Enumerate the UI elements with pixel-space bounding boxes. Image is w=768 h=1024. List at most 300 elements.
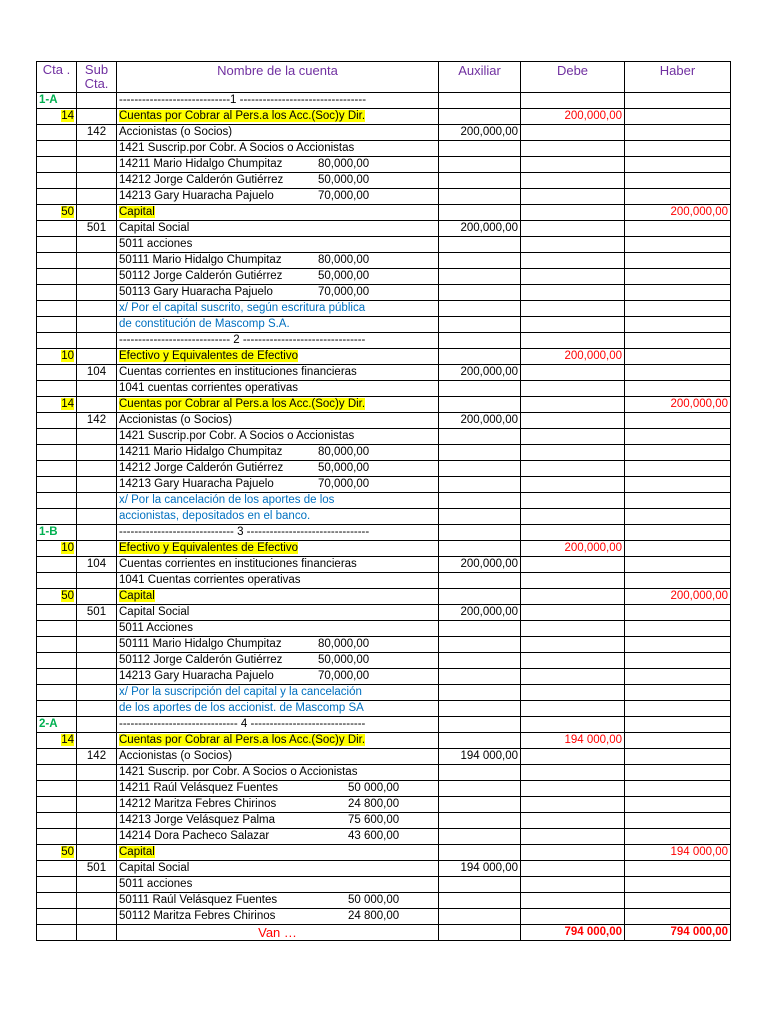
haber-amount: [625, 93, 731, 109]
debe-amount: [521, 813, 625, 829]
account-code: [37, 333, 77, 349]
account-code: [37, 813, 77, 829]
detail-amount: 24 800,00: [348, 910, 400, 922]
account-code: [37, 749, 77, 765]
account-name: [117, 237, 439, 253]
auxiliar-amount: [439, 381, 521, 397]
account-code: [37, 541, 77, 557]
ledger-row: [37, 333, 731, 349]
haber-amount: [625, 189, 731, 205]
haber-amount: [625, 685, 731, 701]
header-nombre: Nombre de la cuenta: [117, 62, 439, 93]
debe-amount: [521, 381, 625, 397]
haber-amount: [625, 605, 731, 621]
sub-account-code: [77, 477, 117, 493]
ledger-row: [37, 141, 731, 157]
account-name: [117, 477, 439, 493]
ledger-row: [37, 381, 731, 397]
account-code: [37, 861, 77, 877]
account-name-text: 1041 Cuentas corrientes operativas: [119, 574, 301, 586]
ledger-row: [37, 285, 731, 301]
debe-amount: [521, 365, 625, 381]
auxiliar-amount: [439, 669, 521, 685]
sub-account-code: [77, 893, 117, 909]
sub-account-code: [77, 685, 117, 701]
haber-amount: 200,000,00: [625, 205, 731, 221]
haber-amount: [625, 637, 731, 653]
account-code: [37, 125, 77, 141]
account-name-text: 50112 Maritza Febres Chirinos: [119, 910, 276, 922]
sub-account-code: [77, 141, 117, 157]
ledger-row: [37, 909, 731, 925]
account-name-text: 5011 acciones: [119, 878, 193, 890]
sub-account-code: [77, 525, 117, 541]
account-code: [37, 701, 77, 717]
ledger-row: [37, 525, 731, 541]
account-code: [37, 653, 77, 669]
footer-empty-sub: [77, 925, 117, 941]
account-name-text: 14213 Gary Huaracha Pajuelo: [119, 670, 274, 682]
account-code: [37, 381, 77, 397]
auxiliar-amount: 200,000,00: [439, 605, 521, 621]
auxiliar-amount: [439, 733, 521, 749]
auxiliar-amount: [439, 781, 521, 797]
debe-amount: [521, 829, 625, 845]
auxiliar-amount: [439, 285, 521, 301]
ledger-row: [37, 317, 731, 333]
detail-amount: 80,000,00: [318, 254, 370, 266]
account-name-text: x/ Por la suscripción del capital y la cancelación: [119, 686, 362, 698]
haber-amount: [625, 285, 731, 301]
debe-amount: [521, 429, 625, 445]
ledger-row: [37, 429, 731, 445]
ledger-row: [37, 893, 731, 909]
ledger-row: [37, 173, 731, 189]
detail-amount: 80,000,00: [318, 446, 370, 458]
account-name: [117, 189, 439, 205]
haber-amount: [625, 237, 731, 253]
account-name-text: Accionistas (o Socios): [119, 126, 233, 138]
debe-amount: [521, 749, 625, 765]
account-code: [37, 557, 77, 573]
sub-account-code: [77, 781, 117, 797]
ledger-row: [37, 877, 731, 893]
account-name-text: 14211 Mario Hidalgo Chumpitaz: [119, 446, 283, 458]
header-cta: Cta .: [37, 62, 77, 93]
sub-account-code: [77, 205, 117, 221]
account-name-text: 50113 Gary Huaracha Pajuelo: [119, 286, 273, 298]
account-name-text: 1041 cuentas corrientes operativas: [119, 382, 298, 394]
account-code: [37, 349, 77, 365]
account-code: [37, 461, 77, 477]
haber-amount: [625, 509, 731, 525]
auxiliar-amount: [439, 653, 521, 669]
haber-amount: [625, 765, 731, 781]
account-code: [37, 141, 77, 157]
account-name-text: Cuentas por Cobrar al Pers.a los Acc.(Soc)y Dir.: [119, 110, 366, 122]
auxiliar-amount: [439, 237, 521, 253]
haber-amount: [625, 781, 731, 797]
ledger-row: [37, 557, 731, 573]
sub-account-code: [77, 813, 117, 829]
account-code: [37, 573, 77, 589]
account-name: [117, 861, 439, 877]
sub-account-code: [77, 429, 117, 445]
haber-amount: [625, 221, 731, 237]
ledger-row: [37, 797, 731, 813]
account-name: [117, 157, 439, 173]
debe-amount: [521, 573, 625, 589]
auxiliar-amount: 200,000,00: [439, 557, 521, 573]
debe-amount: 194 000,00: [521, 733, 625, 749]
account-name: [117, 461, 439, 477]
account-name: [117, 493, 439, 509]
sub-account-code: 142: [77, 125, 117, 141]
account-name: [117, 829, 439, 845]
debe-amount: [521, 237, 625, 253]
debe-amount: [521, 589, 625, 605]
haber-amount: [625, 109, 731, 125]
auxiliar-amount: [439, 573, 521, 589]
account-name: [117, 573, 439, 589]
sub-account-code: 142: [77, 413, 117, 429]
account-name: [117, 285, 439, 301]
ledger-row: [37, 237, 731, 253]
debe-amount: [521, 445, 625, 461]
debe-amount: [521, 397, 625, 413]
account-name-text: 14212 Maritza Febres Chirinos: [119, 798, 277, 810]
account-name: [117, 717, 439, 733]
account-name-text: Efectivo y Equivalentes de Efectivo: [119, 350, 298, 362]
debe-amount: [521, 509, 625, 525]
account-name: [117, 269, 439, 285]
account-name-text: Accionistas (o Socios): [119, 750, 233, 762]
detail-amount: 50,000,00: [318, 270, 370, 282]
ledger-row: [37, 493, 731, 509]
ledger-row: [37, 365, 731, 381]
account-name-text: ------------------------------ 3 --------------------------------: [119, 526, 370, 538]
debe-amount: [521, 765, 625, 781]
sub-account-code: [77, 253, 117, 269]
haber-total: 794 000,00: [625, 925, 731, 941]
account-name: [117, 109, 439, 125]
haber-amount: [625, 269, 731, 285]
account-name: [117, 413, 439, 429]
account-name: [117, 733, 439, 749]
detail-amount: 75 600,00: [348, 814, 400, 826]
account-name: [117, 893, 439, 909]
debe-amount: [521, 685, 625, 701]
ledger-row: [37, 685, 731, 701]
account-code: [37, 605, 77, 621]
debe-amount: [521, 701, 625, 717]
haber-amount: [625, 557, 731, 573]
van-label: Van …: [117, 925, 439, 941]
haber-amount: [625, 429, 731, 445]
ledger-row: [37, 541, 731, 557]
account-name-text: ----------------------------- 2 --------------------------------: [119, 334, 366, 346]
debe-amount: [521, 317, 625, 333]
sub-account-code: [77, 189, 117, 205]
ledger-row: [37, 109, 731, 125]
sub-account-code: [77, 845, 117, 861]
debe-amount: [521, 93, 625, 109]
account-name-text: 50112 Jorge Calderón Gutiérrez: [119, 270, 283, 282]
debe-amount: [521, 461, 625, 477]
account-name: [117, 797, 439, 813]
haber-amount: [625, 573, 731, 589]
haber-amount: [625, 893, 731, 909]
haber-amount: [625, 541, 731, 557]
sub-account-code: [77, 397, 117, 413]
haber-amount: [625, 317, 731, 333]
account-name: [117, 669, 439, 685]
debe-amount: [521, 269, 625, 285]
sub-account-code: [77, 285, 117, 301]
haber-amount: [625, 333, 731, 349]
debe-amount: 200,000,00: [521, 541, 625, 557]
auxiliar-amount: [439, 525, 521, 541]
account-name: [117, 557, 439, 573]
debe-amount: [521, 477, 625, 493]
ledger-row: [37, 205, 731, 221]
debe-amount: [521, 157, 625, 173]
haber-amount: [625, 797, 731, 813]
debe-amount: [521, 205, 625, 221]
account-name-text: de los aportes de los accionist. de Mascomp SA: [119, 702, 364, 714]
header-auxiliar: Auxiliar: [439, 62, 521, 93]
debe-amount: [521, 845, 625, 861]
account-code: [37, 685, 77, 701]
sub-account-code: [77, 349, 117, 365]
debe-amount: [521, 893, 625, 909]
haber-amount: [625, 525, 731, 541]
entry-group-label: 1-B: [37, 525, 77, 541]
sub-account-code: [77, 493, 117, 509]
ledger-row: [37, 269, 731, 285]
account-name-text: Capital: [119, 590, 155, 602]
sub-account-code: [77, 461, 117, 477]
account-name: [117, 317, 439, 333]
account-name: [117, 541, 439, 557]
debe-amount: [521, 253, 625, 269]
debe-amount: [521, 669, 625, 685]
account-name: [117, 605, 439, 621]
sub-account-code: 501: [77, 221, 117, 237]
account-code: [37, 589, 77, 605]
account-name-text: de constitución de Mascomp S.A.: [119, 318, 290, 330]
account-name-text: 50112 Jorge Calderón Gutiérrez: [119, 654, 283, 666]
sub-account-code: [77, 157, 117, 173]
account-name: [117, 221, 439, 237]
account-name: [117, 429, 439, 445]
ledger-row: [37, 125, 731, 141]
sub-account-code: [77, 717, 117, 733]
sub-account-code: [77, 333, 117, 349]
ledger-row: [37, 829, 731, 845]
ledger-row: [37, 605, 731, 621]
debe-amount: [521, 653, 625, 669]
account-name-text: 1421 Suscrip.por Cobr. A Socios o Accionistas: [119, 430, 355, 442]
auxiliar-amount: [439, 429, 521, 445]
sub-account-code: [77, 301, 117, 317]
account-code: [37, 669, 77, 685]
sub-account-code: [77, 669, 117, 685]
auxiliar-amount: [439, 701, 521, 717]
account-name: [117, 301, 439, 317]
haber-amount: [625, 813, 731, 829]
footer-row: [37, 925, 731, 941]
auxiliar-amount: [439, 589, 521, 605]
debe-amount: [521, 285, 625, 301]
auxiliar-amount: [439, 109, 521, 125]
account-name-text: 14212 Jorge Calderón Gutiérrez: [119, 462, 284, 474]
account-code: [37, 877, 77, 893]
account-code: [37, 109, 77, 125]
detail-amount: 80,000,00: [318, 638, 370, 650]
account-code: [37, 781, 77, 797]
account-name-text: Cuentas corrientes en instituciones financieras: [119, 558, 357, 570]
account-name-text: Accionistas (o Socios): [119, 414, 233, 426]
account-name-text: 50111 Raúl Velásquez Fuentes: [119, 894, 278, 906]
ledger-row: [37, 749, 731, 765]
account-code: [37, 301, 77, 317]
account-code-text: 50: [61, 846, 74, 858]
auxiliar-amount: [439, 765, 521, 781]
detail-amount: 70,000,00: [318, 478, 370, 490]
debe-amount: 200,000,00: [521, 349, 625, 365]
detail-amount: 24 800,00: [348, 798, 400, 810]
account-code-text: 50: [61, 590, 74, 602]
auxiliar-amount: 194 000,00: [439, 749, 521, 765]
auxiliar-amount: [439, 621, 521, 637]
haber-amount: 194 000,00: [625, 845, 731, 861]
auxiliar-amount: [439, 317, 521, 333]
debe-amount: [521, 413, 625, 429]
auxiliar-amount: 194 000,00: [439, 861, 521, 877]
ledger-row: [37, 157, 731, 173]
header-sub-cta: Sub Cta.: [77, 62, 117, 93]
sub-account-code: [77, 269, 117, 285]
haber-amount: [625, 701, 731, 717]
haber-amount: [625, 349, 731, 365]
account-name-text: 14213 Gary Huaracha Pajuelo: [119, 190, 274, 202]
account-name-text: Capital Social: [119, 862, 190, 874]
account-code: [37, 637, 77, 653]
auxiliar-amount: 200,000,00: [439, 221, 521, 237]
auxiliar-amount: [439, 509, 521, 525]
auxiliar-amount: [439, 141, 521, 157]
account-code: [37, 397, 77, 413]
sub-account-code: [77, 877, 117, 893]
account-name: [117, 749, 439, 765]
auxiliar-amount: [439, 877, 521, 893]
ledger-row: [37, 445, 731, 461]
account-code: [37, 493, 77, 509]
sub-account-code: [77, 237, 117, 253]
account-name-text: -----------------------------1 ---------------------------------: [119, 94, 367, 106]
account-name: [117, 909, 439, 925]
auxiliar-amount: [439, 189, 521, 205]
haber-amount: [625, 413, 731, 429]
haber-amount: [625, 125, 731, 141]
debe-amount: [521, 877, 625, 893]
ledger-row: [37, 765, 731, 781]
account-code: [37, 477, 77, 493]
ledger-row: [37, 509, 731, 525]
auxiliar-amount: [439, 205, 521, 221]
sub-account-code: 104: [77, 365, 117, 381]
account-name: [117, 877, 439, 893]
account-code: [37, 909, 77, 925]
account-code: [37, 317, 77, 333]
account-name-text: Capital: [119, 846, 155, 858]
auxiliar-amount: [439, 893, 521, 909]
account-name: [117, 253, 439, 269]
account-name: [117, 813, 439, 829]
account-name-text: 14214 Dora Pacheco Salazar: [119, 830, 270, 842]
account-name: [117, 125, 439, 141]
account-code: [37, 269, 77, 285]
ledger-row: [37, 397, 731, 413]
sub-account-code: 104: [77, 557, 117, 573]
debe-amount: [521, 717, 625, 733]
sub-account-code: [77, 765, 117, 781]
debe-amount: [521, 141, 625, 157]
ledger-row: [37, 477, 731, 493]
haber-amount: [625, 717, 731, 733]
sub-account-code: [77, 733, 117, 749]
haber-amount: [625, 733, 731, 749]
haber-amount: [625, 461, 731, 477]
account-name-text: Cuentas por Cobrar al Pers.a los Acc.(Soc)y Dir.: [119, 398, 366, 410]
account-name: [117, 685, 439, 701]
account-code: [37, 621, 77, 637]
detail-amount: 50 000,00: [348, 782, 400, 794]
haber-amount: [625, 861, 731, 877]
account-code-text: 14: [61, 734, 74, 746]
debe-amount: 200,000,00: [521, 109, 625, 125]
header-debe: Debe: [521, 62, 625, 93]
ledger-row: [37, 349, 731, 365]
account-name-text: 14213 Jorge Velásquez Palma: [119, 814, 275, 826]
account-name: [117, 525, 439, 541]
ledger-row: [37, 413, 731, 429]
account-name-text: 1421 Suscrip.por Cobr. A Socios o Accionistas: [119, 142, 355, 154]
account-code: [37, 797, 77, 813]
account-code-text: 14: [61, 110, 74, 122]
detail-amount: 70,000,00: [318, 190, 370, 202]
account-code-text: 10: [61, 542, 74, 554]
account-name-text: Efectivo y Equivalentes de Efectivo: [119, 542, 298, 554]
account-name-text: Capital Social: [119, 222, 190, 234]
ledger-row: [37, 637, 731, 653]
debe-amount: [521, 333, 625, 349]
account-name: [117, 93, 439, 109]
ledger-row: [37, 301, 731, 317]
header-haber: Haber: [625, 62, 731, 93]
account-name: [117, 653, 439, 669]
ledger-row: [37, 701, 731, 717]
sub-account-code: [77, 93, 117, 109]
account-name-text: 5011 acciones: [119, 238, 193, 250]
account-name: [117, 445, 439, 461]
account-code-text: 50: [61, 206, 74, 218]
detail-amount: 50,000,00: [318, 462, 370, 474]
debe-amount: [521, 909, 625, 925]
ledger-row: [37, 621, 731, 637]
detail-amount: 50,000,00: [318, 174, 370, 186]
